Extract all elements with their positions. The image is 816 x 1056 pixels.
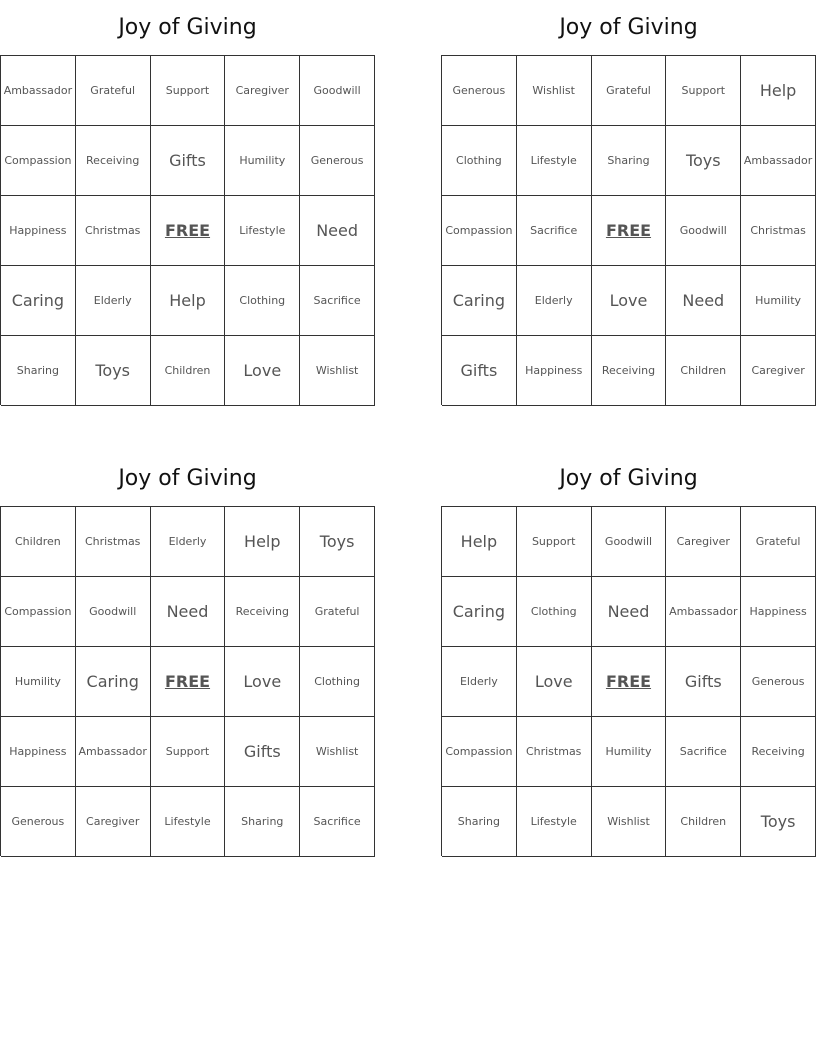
bingo-cell: Caregiver: [666, 507, 741, 577]
bingo-cell: Sacrifice: [517, 196, 592, 266]
bingo-cell: Sharing: [1, 336, 76, 406]
bingo-cell: Help: [741, 56, 816, 126]
bingo-cell: Elderly: [151, 507, 226, 577]
bingo-cell: Children: [151, 336, 226, 406]
bingo-cell: Ambassador: [1, 56, 76, 126]
bingo-cell: Clothing: [442, 126, 517, 196]
bingo-cell: Happiness: [517, 336, 592, 406]
bingo-cell: Wishlist: [517, 56, 592, 126]
bingo-cell: Wishlist: [300, 336, 375, 406]
bingo-cell: Ambassador: [666, 577, 741, 647]
bingo-cell: Humility: [1, 647, 76, 717]
bingo-cell: Happiness: [1, 196, 76, 266]
bingo-grid: [441, 55, 816, 405]
card-title: Joy of Giving: [118, 466, 257, 491]
bingo-cell: Humility: [592, 717, 667, 787]
bingo-cell: Need: [666, 266, 741, 336]
bingo-cell: Receiving: [741, 717, 816, 787]
bingo-cell: Lifestyle: [151, 787, 226, 857]
bingo-cell: Christmas: [76, 507, 151, 577]
bingo-cell: Wishlist: [300, 717, 375, 787]
bingo-cell: Grateful: [741, 507, 816, 577]
bingo-cell: Clothing: [225, 266, 300, 336]
bingo-cell: Lifestyle: [517, 126, 592, 196]
bingo-cell: Caregiver: [741, 336, 816, 406]
free-space: FREE: [592, 196, 667, 266]
bingo-cell: Need: [592, 577, 667, 647]
bingo-cell: Caring: [442, 577, 517, 647]
bingo-cell: Children: [1, 507, 76, 577]
bingo-cell: Compassion: [1, 126, 76, 196]
bingo-cell: Humility: [225, 126, 300, 196]
bingo-cell: Lifestyle: [225, 196, 300, 266]
bingo-cell: Gifts: [151, 126, 226, 196]
card-title: Joy of Giving: [559, 15, 698, 40]
bingo-card: [441, 0, 816, 405]
bingo-cell: Caring: [442, 266, 517, 336]
bingo-cell: Goodwill: [300, 56, 375, 126]
bingo-cell: Help: [442, 507, 517, 577]
bingo-cell: Caregiver: [225, 56, 300, 126]
bingo-cell: Elderly: [76, 266, 151, 336]
bingo-cell: Compassion: [1, 577, 76, 647]
bingo-cell: Support: [151, 717, 226, 787]
bingo-card: [441, 451, 816, 856]
bingo-cell: Generous: [741, 647, 816, 717]
bingo-cell: Children: [666, 336, 741, 406]
bingo-cell: Compassion: [442, 196, 517, 266]
bingo-cell: Ambassador: [76, 717, 151, 787]
bingo-cell: Grateful: [300, 577, 375, 647]
bingo-cell: Toys: [300, 507, 375, 577]
bingo-cell: Compassion: [442, 717, 517, 787]
bingo-cell: Goodwill: [666, 196, 741, 266]
bingo-cell: Grateful: [592, 56, 667, 126]
bingo-cell: Support: [666, 56, 741, 126]
bingo-cell: Sacrifice: [666, 717, 741, 787]
bingo-cell: Clothing: [300, 647, 375, 717]
bingo-card: [0, 451, 375, 856]
bingo-cell: Elderly: [517, 266, 592, 336]
bingo-cell: Receiving: [592, 336, 667, 406]
bingo-cell: Elderly: [442, 647, 517, 717]
bingo-cell: Sacrifice: [300, 787, 375, 857]
bingo-cell: Need: [300, 196, 375, 266]
bingo-cell: Happiness: [741, 577, 816, 647]
bingo-cell: Support: [151, 56, 226, 126]
bingo-cell: Generous: [1, 787, 76, 857]
bingo-cell: Generous: [300, 126, 375, 196]
bingo-cell: Toys: [666, 126, 741, 196]
bingo-cell: Love: [592, 266, 667, 336]
bingo-cell: Clothing: [517, 577, 592, 647]
bingo-cell: Sharing: [225, 787, 300, 857]
bingo-cell: Humility: [741, 266, 816, 336]
card-title: Joy of Giving: [118, 15, 257, 40]
bingo-cell: Christmas: [517, 717, 592, 787]
bingo-cell: Happiness: [1, 717, 76, 787]
bingo-cell: Sharing: [442, 787, 517, 857]
bingo-cell: Toys: [76, 336, 151, 406]
bingo-cell: Help: [225, 507, 300, 577]
bingo-cell: Need: [151, 577, 226, 647]
bingo-cell: Gifts: [442, 336, 517, 406]
bingo-cell: Wishlist: [592, 787, 667, 857]
bingo-cell: Love: [225, 647, 300, 717]
free-space: FREE: [592, 647, 667, 717]
bingo-cell: Lifestyle: [517, 787, 592, 857]
bingo-card: [0, 0, 375, 405]
bingo-cell: Grateful: [76, 56, 151, 126]
bingo-cell: Christmas: [741, 196, 816, 266]
bingo-cell: Caring: [76, 647, 151, 717]
bingo-cell: Toys: [741, 787, 816, 857]
bingo-cell: Sharing: [592, 126, 667, 196]
card-title: Joy of Giving: [559, 466, 698, 491]
bingo-cell: Receiving: [76, 126, 151, 196]
bingo-cell: Goodwill: [592, 507, 667, 577]
bingo-cell: Goodwill: [76, 577, 151, 647]
bingo-grid: [441, 506, 816, 856]
bingo-cell: Christmas: [76, 196, 151, 266]
bingo-grid: [0, 506, 375, 856]
free-space: FREE: [151, 196, 226, 266]
bingo-cell: Ambassador: [741, 126, 816, 196]
bingo-cell: Help: [151, 266, 226, 336]
bingo-cell: Children: [666, 787, 741, 857]
bingo-cell: Caregiver: [76, 787, 151, 857]
bingo-cell: Love: [517, 647, 592, 717]
bingo-cell: Gifts: [666, 647, 741, 717]
bingo-cell: Support: [517, 507, 592, 577]
bingo-cell: Sacrifice: [300, 266, 375, 336]
bingo-cell: Gifts: [225, 717, 300, 787]
bingo-cell: Receiving: [225, 577, 300, 647]
bingo-cell: Love: [225, 336, 300, 406]
free-space: FREE: [151, 647, 226, 717]
bingo-grid: [0, 55, 375, 405]
bingo-cell: Generous: [442, 56, 517, 126]
bingo-cell: Caring: [1, 266, 76, 336]
